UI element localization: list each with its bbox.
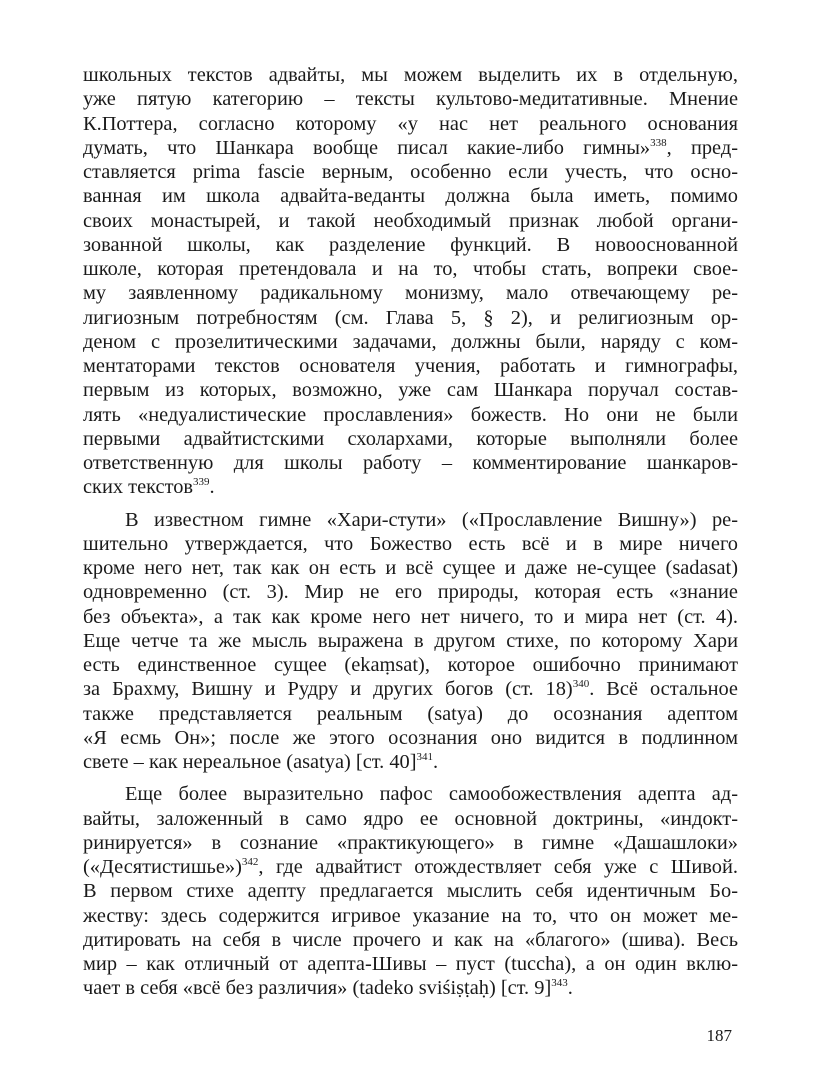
line-segment: первыми адвайтистскими схолархами, которые выполняли более [83, 427, 738, 450]
line-segment: думать, что Шанкара вообще писал какие-либо гимны» [83, 136, 651, 159]
text-line [83, 726, 738, 750]
line-segment: мир – как отличный от адепта-Шивы – пуст (tuccha), а он один вклю- [83, 953, 738, 975]
line-segment: свете – как нереальное (asatya) [ст. 40] [83, 751, 417, 773]
line-segment: зованной школы, как разделение функций. В новооснованной [83, 233, 738, 256]
line-segment: ванная им школа адвайта-веданты должна была иметь, помимо [83, 185, 738, 208]
text-line [83, 904, 738, 928]
text-line [83, 807, 738, 831]
text-line [83, 306, 738, 330]
text-line [83, 136, 738, 160]
text-line [83, 112, 738, 136]
line-segment: за Брахму, Вишну и Рудру и других богов (ст. 18) [83, 678, 573, 701]
line-segment: му заявленному радикальному монизму, мало отвечающему ре- [83, 282, 738, 305]
line-segment: жеству: здесь содержится игривое указание на то, что он может ме- [83, 904, 738, 927]
text-line [83, 209, 738, 233]
line-segment: также представляется реальным (satya) до осознания адептом [83, 702, 738, 725]
text-line [83, 605, 738, 629]
line-segment: ских текстов [83, 476, 194, 499]
line-segment: дитировать на себя в числе прочего и как на «благого» (шива). Весь [83, 928, 738, 951]
footnote-ref: 343 [551, 977, 568, 990]
text-line [83, 403, 738, 427]
text-line [83, 532, 738, 556]
page-number: 187 [706, 1026, 732, 1045]
line-segment: «Я есмь Он»; после же этого осознания оно видится в подлинном [83, 726, 738, 749]
text-line [83, 580, 738, 604]
text-line [83, 330, 738, 354]
line-segment: чает в себя «всё без различия» (tadeko sviśiṣṭaḥ) [ст. 9] [83, 977, 552, 1000]
footnote-ref: 341 [416, 751, 433, 763]
text-line [83, 281, 738, 305]
line-segment: шительно утверждается, что Божество есть всё и в мире ничего [83, 532, 738, 555]
line-segment: без объекта», а так как кроме него нет ничего, то и мира нет (ст. 4). [83, 605, 738, 628]
line-segment: лигиозным потребностям (см. Глава 5, § 2), и религиозным ор- [83, 306, 738, 329]
line-segment: есть единственное сущее (ekaṃsat), которое ошибочно принимают [83, 654, 738, 676]
line-segment: школьных текстов адвайты, мы можем выделить их в отдельную, [83, 64, 738, 86]
text-line [83, 677, 738, 701]
paragraph-gap [83, 774, 738, 782]
line-segment: деном с прозелитическими задачами, должны были, наряду с ком- [83, 330, 738, 353]
line-segment: школе, которая претендовала и на то, чтобы стать, вопреки свое- [83, 258, 738, 280]
line-segment: . [433, 751, 439, 773]
text-line [83, 160, 738, 184]
line-segment: одновременно (ст. 3). Мир не его природы, которая есть «знание [83, 581, 738, 604]
text-line [83, 508, 738, 532]
text-line [83, 378, 738, 402]
line-segment: ринируется» в сознание «практикующего» в гимне «Дашашлоки» [83, 831, 738, 854]
paragraph [83, 782, 738, 1000]
text-line [83, 475, 738, 499]
text-line [83, 63, 738, 87]
line-segment: ставляется prima fascie верным, особенно если учесть, что осно- [83, 161, 738, 183]
line-segment: своих монастырей, и такой необходимый признак любой органи- [83, 209, 738, 232]
text-line [83, 879, 738, 903]
line-segment: . [209, 476, 215, 499]
line-segment: кроме него нет, так как он есть и всё сущее и даже не-сущее (sadasat) [83, 557, 738, 579]
text-line [83, 354, 738, 378]
text-line [83, 702, 738, 726]
line-segment: вайты, заложенный в само ядро ее основной доктрины, «индокт- [83, 807, 738, 830]
text-line [83, 782, 738, 806]
line-segment: Еще более выразительно пафос самообожествления адепта ад- [125, 783, 738, 806]
text-line [83, 629, 738, 653]
text-line [83, 427, 738, 451]
body-text [83, 63, 738, 1001]
line-segment: ответственную для школы работу – комментирование шанкаров- [83, 452, 738, 474]
text-line [83, 653, 738, 677]
footnote-ref: 340 [572, 678, 590, 691]
text-line [83, 750, 738, 774]
line-segment: уже пятую категорию – тексты культово-медитативные. Мнение [83, 88, 738, 111]
line-segment: В первом стихе адепту предлагается мыслить себя идентичным Бо- [83, 880, 738, 903]
line-segment: . Всё остальное [589, 678, 738, 701]
footnote-ref: 338 [650, 136, 667, 149]
text-line [83, 952, 738, 976]
text-line [83, 928, 738, 952]
text-line [83, 257, 738, 281]
paragraph [83, 508, 738, 775]
line-segment: первым из которых, возможно, уже сам Шанкара поручал состав- [83, 379, 738, 402]
line-segment: В известном гимне «Хари-стути» («Прославление Вишну») ре- [125, 508, 738, 531]
text-line [83, 451, 738, 475]
paragraph [83, 63, 738, 500]
text-line [83, 556, 738, 580]
text-line [83, 855, 738, 879]
line-segment: Еще четче та же мысль выражена в другом стихе, по которому Хари [83, 629, 738, 652]
paragraph-gap [83, 500, 738, 508]
line-segment: К.Поттера, согласно которому «у нас нет реального основания [83, 112, 738, 135]
text-line [83, 976, 738, 1000]
line-segment: , пред- [666, 136, 738, 159]
line-segment: лять «недуалистические прославления» божеств. Но они не были [83, 403, 738, 426]
line-segment: («Десятистишье») [83, 856, 242, 878]
text-line [83, 233, 738, 257]
line-segment: . [567, 977, 573, 1000]
line-segment: , где адвайтист отождествляет себя уже с Шивой. [258, 856, 738, 878]
text-line [83, 184, 738, 208]
text-line [83, 831, 738, 855]
footnote-ref: 339 [193, 476, 210, 489]
footnote-ref: 342 [241, 856, 259, 868]
line-segment: ментаторами текстов основателя учения, работать и гимнографы, [83, 355, 738, 377]
text-line [83, 87, 738, 111]
